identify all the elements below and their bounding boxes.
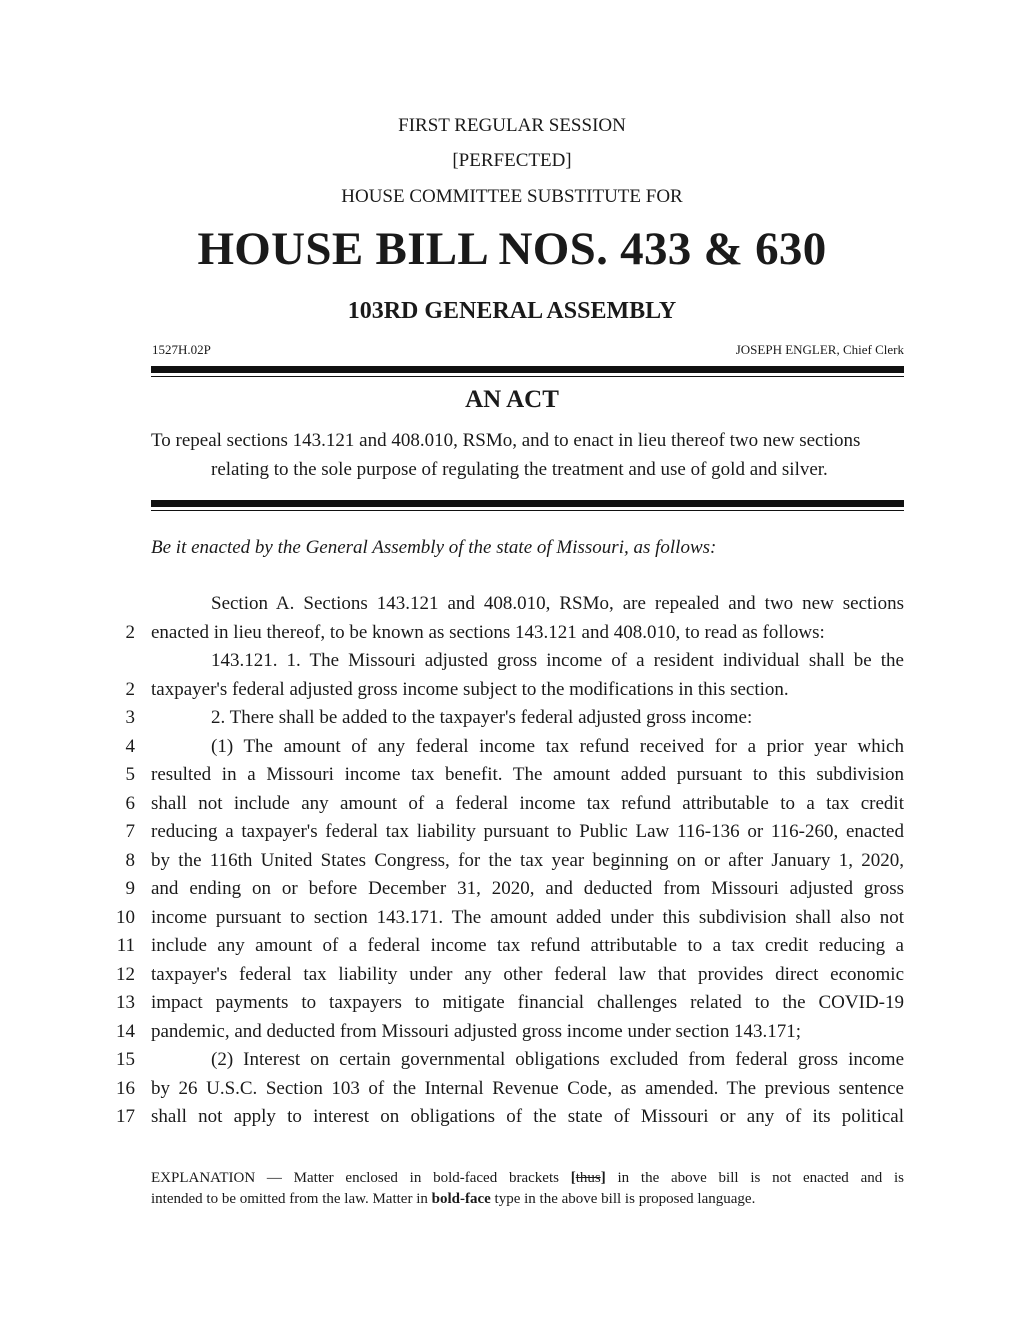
bill-line: [0, 707, 1024, 735]
bill-line: [0, 907, 1024, 935]
explanation-struck-word: thus: [575, 1170, 601, 1186]
line-number: 5: [125, 764, 135, 785]
bill-line: [0, 992, 1024, 1020]
bill-line: [0, 679, 1024, 707]
line-number: 9: [125, 878, 135, 899]
bill-line: [0, 935, 1024, 963]
explanation-bracket-open: [: [570, 1170, 576, 1186]
bill-line: [0, 1021, 1024, 1049]
bottom-rule-thick: [151, 500, 904, 507]
assembly-heading: 103RD GENERAL ASSEMBLY: [347, 298, 677, 324]
line-text: by 26 U.S.C. Section 103 of the Internal Revenue Code, as amended. The previous sentence: [151, 1078, 904, 1099]
explanation-text: EXPLANATION — Matter enclosed in bold-faced brackets: [151, 1170, 571, 1186]
line-text: reducing a taxpayer's federal tax liability pursuant to Public Law 116-136 or 116-260, enacted: [151, 821, 904, 842]
line-number: 4: [125, 736, 135, 757]
line-number: 10: [116, 907, 135, 928]
bill-line: [0, 964, 1024, 992]
bill-title: HOUSE BILL NOS. 433 & 630: [197, 223, 827, 275]
substitute-heading: HOUSE COMMITTEE SUBSTITUTE FOR: [341, 186, 683, 207]
explanation-line-2: [151, 1191, 904, 1208]
bill-line: [0, 593, 1024, 621]
line-text: income pursuant to section 143.171. The amount added under this subdivision shall also not: [151, 907, 904, 928]
line-text: enacted in lieu thereof, to be known as sections 143.121 and 408.010, to read as follows:: [151, 622, 825, 643]
line-number: 14: [116, 1021, 135, 1042]
bill-line: [0, 736, 1024, 764]
line-text: include any amount of a federal income tax refund attributable to a tax credit reducing a: [151, 935, 904, 956]
line-number: 11: [116, 935, 135, 956]
bottom-rule-thin: [151, 510, 904, 511]
document-code: 1527H.02P: [152, 342, 211, 357]
line-text: 143.121. 1. The Missouri adjusted gross income of a resident individual shall be the: [211, 650, 904, 671]
line-number: 2: [125, 622, 135, 643]
line-number: 15: [116, 1049, 135, 1070]
line-text: 2. There shall be added to the taxpayer's federal adjusted gross income:: [211, 707, 753, 728]
top-rule-thin: [151, 376, 904, 377]
bill-line: [0, 1078, 1024, 1106]
explanation-text: in the above bill is not enacted and is: [605, 1170, 904, 1186]
line-number: 13: [116, 992, 135, 1013]
line-text: by the 116th United States Congress, for the tax year beginning on or after January 1, 2020,: [151, 850, 904, 871]
session-heading: FIRST REGULAR SESSION: [398, 115, 626, 136]
explanation-text: intended to be omitted from the law. Matter in: [151, 1191, 432, 1207]
bill-line: [0, 850, 1024, 878]
chief-clerk: JOSEPH ENGLER, Chief Clerk: [735, 342, 904, 357]
bill-line: [0, 1049, 1024, 1077]
line-number: 16: [116, 1078, 135, 1099]
bill-line: [0, 650, 1024, 678]
line-text: (2) Interest on certain governmental obligations excluded from federal gross income: [211, 1049, 904, 1070]
explanation-bracket-close: ]: [600, 1170, 606, 1186]
line-text: pandemic, and deducted from Missouri adjusted gross income under section 143.171;: [151, 1021, 802, 1042]
explanation-line-1: [151, 1170, 904, 1187]
line-text: (1) The amount of any federal income tax refund received for a prior year which: [211, 736, 904, 757]
perfected-label: [PERFECTED]: [452, 150, 572, 171]
act-heading: AN ACT: [465, 386, 559, 413]
line-text: resulted in a Missouri income tax benefit. The amount added pursuant to this subdivision: [151, 764, 904, 785]
line-text: shall not include any amount of a federal income tax refund attributable to a tax credit: [151, 793, 904, 814]
enacting-clause: Be it enacted by the General Assembly of the state of Missouri, as follows:: [151, 537, 717, 558]
line-number: 3: [125, 707, 135, 728]
bill-line: [0, 821, 1024, 849]
explanation-text: type in the above bill is proposed language.: [490, 1191, 756, 1207]
line-number: 17: [116, 1106, 135, 1127]
line-number: 7: [125, 821, 135, 842]
line-text: and ending on or before December 31, 2020, and deducted from Missouri adjusted gross: [151, 878, 904, 899]
act-title-line-1: To repeal sections 143.121 and 408.010, RSMo, and to enact in lieu thereof two new sections: [151, 430, 861, 451]
line-number: 12: [116, 964, 135, 985]
bill-line: [0, 622, 1024, 650]
act-title-line-2: relating to the sole purpose of regulating the treatment and use of gold and silver.: [211, 459, 828, 480]
bill-line: [0, 793, 1024, 821]
bill-line: [0, 1106, 1024, 1134]
line-text: taxpayer's federal adjusted gross income subject to the modifications in this section.: [151, 679, 789, 700]
line-text: taxpayer's federal tax liability under any other federal law that provides direct economic: [151, 964, 904, 985]
line-text: shall not apply to interest on obligations of the state of Missouri or any of its political: [151, 1106, 904, 1127]
line-text: Section A. Sections 143.121 and 408.010, RSMo, are repealed and two new sections: [211, 593, 904, 614]
top-rule-thick: [151, 366, 904, 373]
line-number: 2: [125, 679, 135, 700]
bill-line: [0, 878, 1024, 906]
bill-line: [0, 764, 1024, 792]
explanation-bold-word: bold-face: [431, 1191, 491, 1207]
line-number: 8: [125, 850, 135, 871]
line-number: 6: [125, 793, 135, 814]
line-text: impact payments to taxpayers to mitigate financial challenges related to the COVID-19: [151, 992, 904, 1013]
